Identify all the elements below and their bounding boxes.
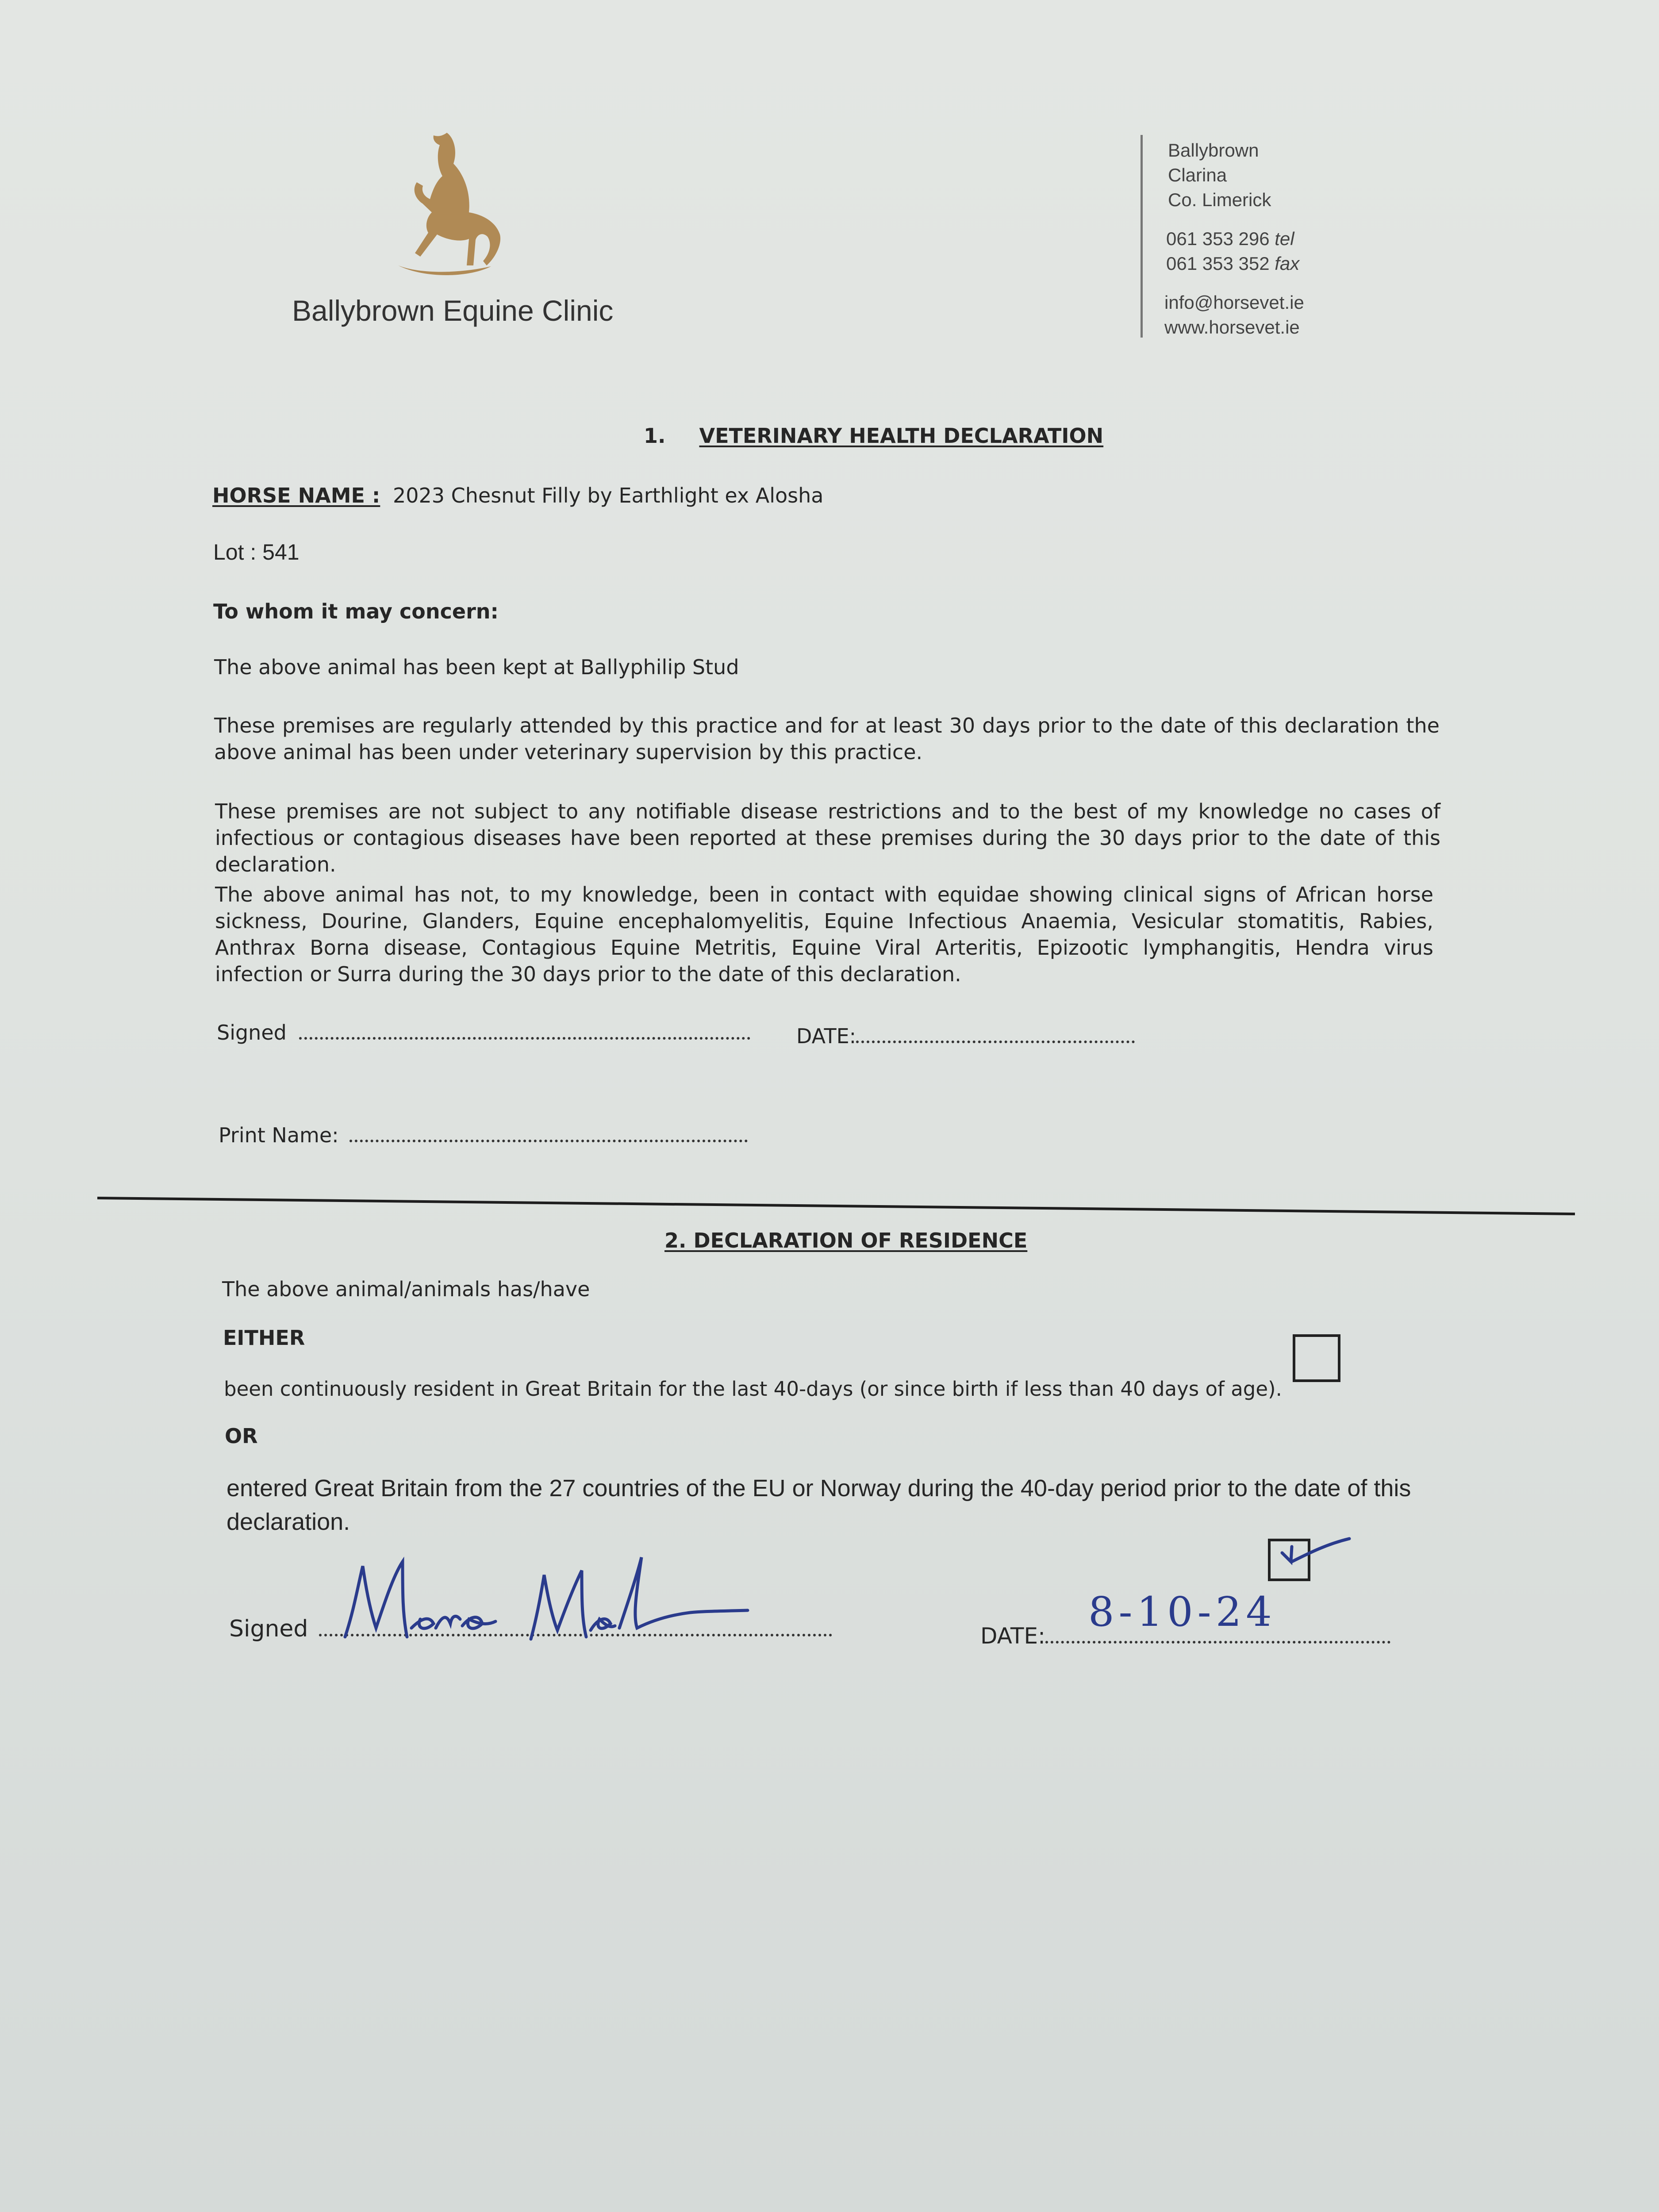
handwritten-date: 8-10-24: [1088, 1588, 1276, 1636]
clinic-phone-numbers: [1166, 227, 1299, 276]
tel-line: [1166, 227, 1299, 251]
clinic-website: www.horsevet.ie: [1164, 317, 1300, 338]
fax-number: 061 353 352: [1166, 253, 1270, 274]
address-line: Co. Limerick: [1168, 189, 1271, 210]
handwritten-signature: [336, 1548, 761, 1646]
section2-title: 2. DECLARATION OF RESIDENCE: [664, 1229, 1028, 1252]
clinic-name: Ballybrown Equine Clinic: [292, 294, 614, 327]
date-label: DATE:: [980, 1623, 1045, 1649]
section1-heading: [644, 422, 1103, 449]
date-label: DATE:: [796, 1024, 856, 1048]
horse-name-value: 2023 Chesnut Filly by Earthlight ex Alosha: [392, 484, 824, 507]
horse-name-label: HORSE NAME :: [212, 484, 380, 507]
section1-title: VETERINARY HEALTH DECLARATION: [699, 424, 1104, 448]
option1-checkbox[interactable]: [1293, 1334, 1340, 1382]
print-name-label: Print Name:: [219, 1123, 339, 1147]
date-line: [856, 1032, 1135, 1043]
print-name-row: [219, 1122, 748, 1148]
option1-text: been continuously resident in Great Britain for the last 40-days (or since birth if less than 40 days of age).: [224, 1377, 1282, 1401]
address-line: Clarina: [1168, 165, 1227, 185]
print-name-line: [349, 1131, 748, 1142]
clinic-logo: [380, 124, 522, 283]
greeting: To whom it may concern:: [213, 599, 499, 623]
either-label: EITHER: [223, 1326, 305, 1350]
clinic-web-contact: [1164, 290, 1304, 340]
kept-at-paragraph: The above animal has been kept at Ballyphilip Stud: [214, 655, 739, 679]
restrictions-paragraph: These premises are not subject to any notifiable disease restrictions and to the best of my knowledge no cases of infectious or contagious diseases have been reported at these premises during the 30 days prior to the date of this declaration.: [215, 799, 1440, 876]
section1-signed-row: [217, 1019, 750, 1046]
clinic-email: info@horsevet.ie: [1164, 292, 1304, 313]
signed-label: Signed: [229, 1616, 308, 1642]
section1-number: 1.: [644, 424, 666, 448]
fax-line: [1166, 251, 1299, 276]
supervision-paragraph: These premises are regularly attended by this practice and for at least 30 days prior to the date of this declaration the above animal has been under veterinary supervision by this practice.: [214, 714, 1440, 764]
or-label: OR: [225, 1424, 258, 1448]
signed-label: Signed: [217, 1021, 287, 1045]
tel-label: tel: [1275, 228, 1294, 249]
address-line: Ballybrown: [1168, 140, 1259, 161]
residence-intro: The above animal/animals has/have: [222, 1277, 590, 1301]
clinic-address: [1168, 138, 1271, 212]
tel-number: 061 353 296: [1166, 228, 1270, 249]
option2-text: entered Great Britain from the 27 countries of the EU or Norway during the 40-day period prior to the date of this declaration.: [227, 1475, 1411, 1535]
lot-number: Lot : 541: [213, 540, 300, 565]
contact-paragraph: The above animal has not, to my knowledge, been in contact with equidae showing clinical signs of African horse sickness, Dourine, Glanders, Equine encephalomyelitis, Equine Infectious Anaemia, Vesicular stomatitis, Rabies, Anthrax Borna disease, Contagious Equine Metritis, Equine Viral Arteritis, Epizootic lymphangitis, Hendra virus infection or Surra during the 30 days prior to the date of this declaration.: [215, 883, 1433, 986]
fax-label: fax: [1275, 253, 1300, 274]
header-divider: [1141, 135, 1143, 338]
horse-logo-icon: [380, 124, 522, 283]
section1-date-row: [796, 1023, 1135, 1049]
checkmark-icon: [1274, 1535, 1354, 1579]
signature-line: [299, 1028, 750, 1040]
section-divider: [0, 1190, 1659, 1217]
horse-name-row: [212, 482, 823, 509]
